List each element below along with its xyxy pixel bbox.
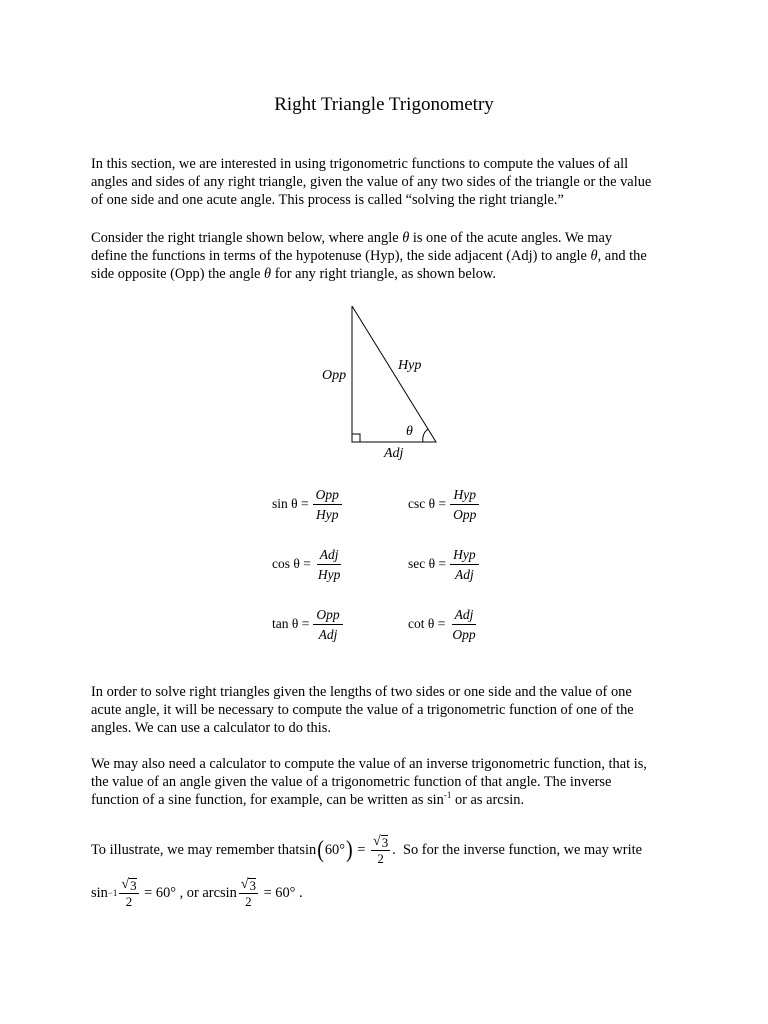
fraction: $\frac{\text{Opp}}{\text{Adj}}$ — [313, 606, 342, 643]
root-three-over-two: √ 3 2 — [240, 877, 256, 909]
inverse-line: function of a sine function, for example, can be written as $\sin^{-1}$ or as arcsin. — [91, 790, 525, 808]
root-three-over-two: √ 3 2 — [373, 834, 389, 866]
definition-paragraph — [91, 229, 691, 283]
solving-line: acute angle, it will be necessary to compute the value of a trigonometric function of one of the — [91, 702, 634, 718]
cotangent-formula: cot θ = $\frac{\text{Adj}}{\text{Opp}}$ — [408, 602, 479, 646]
illustration-line: To illustrate, we may remember that sin ( 60° ) = √ 3 2 . So for the inverse function, we may write — [91, 834, 642, 866]
solving-paragraph — [91, 683, 691, 737]
right-angle-marker — [352, 434, 360, 442]
adjacent-label: Adj — [384, 446, 404, 461]
cosine-formula: cos θ = $\frac{\text{Adj}}{\text{Hyp}}$ — [272, 542, 343, 586]
inverse-line: the value of an angle given the value of a trigonometric function of that angle. The inverse — [91, 774, 612, 790]
theta-symbol: θ — [264, 266, 272, 282]
intro-paragraph — [91, 155, 691, 209]
definition-line: side opposite (Opp) the angle θ for any right triangle, as shown below. — [91, 266, 496, 282]
definition-line: define the functions in terms of the hypotenuse (Hyp), the side adjacent (Adj) to angle θ, and the — [91, 248, 647, 264]
theta-symbol: θ — [402, 230, 410, 246]
fraction: $\frac{\text{Opp}}{\text{Hyp}}$ — [313, 486, 342, 523]
page-title: Right Triangle Trigonometry — [274, 94, 494, 115]
theta-symbol: θ — [590, 248, 598, 264]
hypotenuse-label: Hyp — [398, 358, 422, 373]
intro-line: In this section, we are interested in using trigonometric functions to compute the values of all — [91, 156, 629, 172]
right-triangle-diagram — [300, 296, 480, 466]
fraction: $\frac{\text{Adj}}{\text{Opp}}$ — [452, 606, 476, 642]
secant-formula: sec θ = $\frac{\text{Hyp}}{\text{Adj}}$ — [408, 542, 479, 586]
angle-arc — [423, 429, 428, 442]
intro-line: angles and sides of any right triangle, given the value of any two sides of the triangle or the value — [91, 174, 652, 190]
intro-line: of one side and one acute angle. This process is called “solving the right triangle.” — [91, 192, 564, 208]
opposite-label: Opp — [322, 368, 347, 383]
inverse-line: We may also need a calculator to compute the value of an inverse trigonometric function, that is, — [91, 756, 647, 772]
solving-line: angles. We can use a calculator to do this. — [91, 720, 331, 736]
definition-line: Consider the right triangle shown below, where angle θ is one of the acute angles. We may — [91, 230, 613, 246]
sine-formula: sin θ = $\frac{\text{Opp}}{\text{Hyp}}$ — [272, 482, 342, 526]
theta-label: θ — [406, 424, 413, 439]
tangent-formula: tan θ = $\frac{\text{Opp}}{\text{Adj}}$ — [272, 602, 343, 646]
solving-line: In order to solve right triangles given the lengths of two sides or one side and the value of one — [91, 684, 632, 700]
inverse-example-line: sin −1 √ 3 2 = 60° , or arcsin √ 3 2 = 60° . — [91, 877, 303, 909]
fraction: $\frac{\text{Hyp}}{\text{Adj}}$ — [450, 546, 479, 583]
fraction: $\frac{\text{Adj}}{\text{Hyp}}$ — [317, 546, 341, 582]
inverse-paragraph — [91, 755, 691, 809]
fraction: $\frac{\text{Hyp}}{\text{Opp}}$ — [450, 486, 479, 523]
root-three-over-two: √ 3 2 — [121, 877, 137, 909]
cosecant-formula: csc θ = $\frac{\text{Hyp}}{\text{Opp}}$ — [408, 482, 479, 526]
